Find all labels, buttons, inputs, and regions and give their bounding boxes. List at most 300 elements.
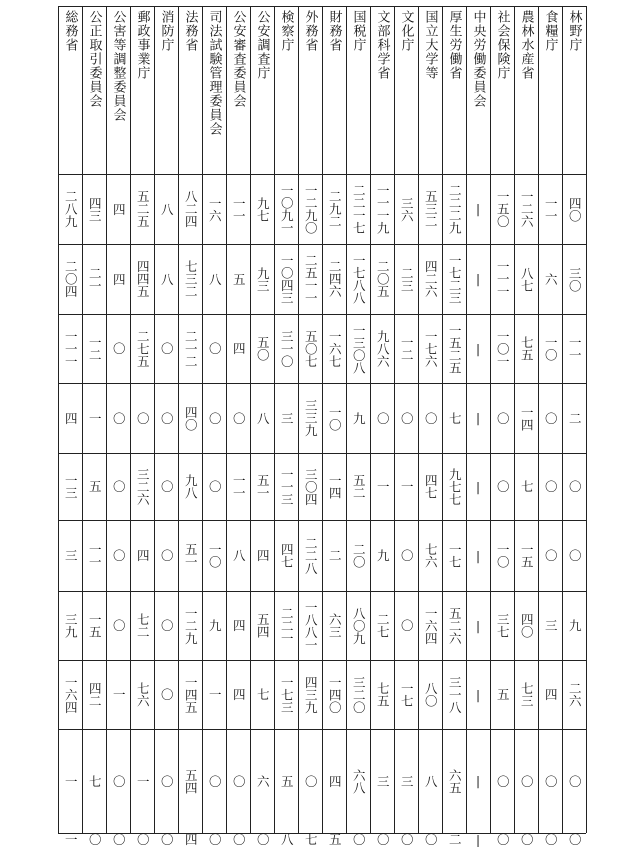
cell-value: 三〇四 xyxy=(303,467,319,506)
cell-value: 一五〇 xyxy=(495,190,511,228)
table-cell xyxy=(226,833,250,846)
table-cell xyxy=(130,244,154,314)
table-cell xyxy=(154,660,178,729)
cell-value: 一〇一 xyxy=(495,329,511,368)
cell-value: 一四 xyxy=(519,405,535,431)
cell-value: 四 xyxy=(231,342,247,355)
cell-value: 三二〇 xyxy=(351,675,367,714)
table-cell xyxy=(370,383,394,453)
cell-value: 〇 xyxy=(111,411,127,425)
table-cell xyxy=(298,314,322,383)
table-cell xyxy=(514,383,538,453)
cell-value: 一三 xyxy=(63,474,79,499)
table-cell xyxy=(298,591,322,660)
table-cell xyxy=(130,383,154,453)
cell-value: 七六 xyxy=(135,682,151,707)
table-cell xyxy=(562,453,586,520)
cell-value: 一〇 xyxy=(327,405,343,431)
cell-value: 〇 xyxy=(567,480,583,493)
table-cell xyxy=(250,174,274,244)
cell-value: 〇 xyxy=(399,619,415,632)
table-cell xyxy=(82,729,106,833)
cell-value: 一〇 xyxy=(543,336,559,361)
table-cell xyxy=(346,591,370,660)
cell-value: 〇 xyxy=(231,774,247,788)
statistics-table xyxy=(58,6,586,847)
cell-value: 一〇九一 xyxy=(279,184,295,234)
cell-value: 〇 xyxy=(111,480,127,493)
cell-value: 四 xyxy=(183,833,199,846)
cell-value: 七三 xyxy=(519,682,535,707)
table-cell xyxy=(250,729,274,833)
column-header-label: 食糧庁 xyxy=(542,10,558,52)
table-cell xyxy=(178,833,202,846)
cell-value: 〇 xyxy=(399,833,415,846)
column-header xyxy=(370,6,394,174)
cell-value: 六 xyxy=(543,272,559,286)
cell-value: 一七六 xyxy=(423,329,439,368)
cell-value: 七六 xyxy=(423,543,439,568)
cell-value: 八 xyxy=(207,272,223,286)
table-cell xyxy=(274,174,298,244)
cell-value: 〇 xyxy=(303,774,319,788)
cell-value: 二八九 xyxy=(63,190,79,228)
cell-value: 〇 xyxy=(543,549,559,562)
table-cell xyxy=(202,729,226,833)
table-cell xyxy=(346,314,370,383)
cell-value: 五一 xyxy=(255,474,271,499)
cell-value: 一二六 xyxy=(519,190,535,228)
table-cell xyxy=(250,520,274,591)
cell-value: 二六 xyxy=(567,682,583,707)
cell-value: 八 xyxy=(231,549,247,562)
table-cell xyxy=(178,453,202,520)
cell-value: 〇 xyxy=(207,480,223,493)
column-header-label: 検察庁 xyxy=(278,10,294,52)
cell-value: 四 xyxy=(255,549,271,562)
cell-value: 〇 xyxy=(423,833,439,846)
cell-value: 〇 xyxy=(375,833,391,846)
table-cell xyxy=(538,174,562,244)
cell-value: 五二五 xyxy=(135,190,151,228)
cell-value: 一一一 xyxy=(495,260,511,298)
table-cell xyxy=(58,383,82,453)
table-cell xyxy=(106,174,130,244)
cell-value: 〇 xyxy=(111,342,127,355)
table-cell xyxy=(130,314,154,383)
table-cell xyxy=(466,383,490,453)
cell-value: 〇 xyxy=(87,833,103,846)
table-cell xyxy=(514,833,538,846)
table-cell xyxy=(490,660,514,729)
column-header-label: 郵政事業庁 xyxy=(134,10,150,80)
table-cell xyxy=(418,520,442,591)
cell-value: 五二六 xyxy=(447,606,463,645)
cell-value: 一二 xyxy=(399,336,415,361)
table-cell xyxy=(418,660,442,729)
table-cell xyxy=(538,660,562,729)
cell-value: | xyxy=(471,687,485,702)
cell-value: 四 xyxy=(111,272,127,286)
table-cell xyxy=(490,729,514,833)
cell-value: 〇 xyxy=(111,833,127,846)
cell-value: 二九二 xyxy=(327,190,343,228)
table-cell xyxy=(58,453,82,520)
table-cell xyxy=(130,729,154,833)
cell-value: 二五一一 xyxy=(303,254,319,304)
cell-value: 四三九 xyxy=(303,675,319,714)
cell-value: 七 xyxy=(303,833,319,846)
table-cell xyxy=(130,591,154,660)
cell-value: 〇 xyxy=(159,411,175,425)
cell-value: 一七三 xyxy=(279,675,295,714)
table-cell xyxy=(490,520,514,591)
cell-value: 一一三 xyxy=(279,467,295,506)
table-cell xyxy=(346,660,370,729)
column-header-label: 総務省 xyxy=(62,10,78,52)
column-header xyxy=(394,6,418,174)
column-rule xyxy=(586,6,587,833)
column-header-label: 文化庁 xyxy=(398,10,414,52)
table-cell xyxy=(370,729,394,833)
table-cell xyxy=(202,244,226,314)
cell-value: 五三二 xyxy=(423,190,439,228)
cell-value: 一 xyxy=(399,480,415,493)
cell-value: 四 xyxy=(231,619,247,632)
table-cell xyxy=(418,591,442,660)
cell-value: 〇 xyxy=(159,833,175,846)
cell-value: 〇 xyxy=(159,342,175,355)
cell-value: 一八八一 xyxy=(303,600,319,651)
cell-value: 三三九 xyxy=(303,399,319,437)
table-cell xyxy=(538,729,562,833)
table-cell xyxy=(226,314,250,383)
cell-value: 〇 xyxy=(255,833,271,846)
table-cell xyxy=(514,729,538,833)
table-cell xyxy=(58,729,82,833)
table-cell xyxy=(58,520,82,591)
cell-value: 一四 xyxy=(327,474,343,499)
table-cell xyxy=(370,520,394,591)
column-header-label: 社会保険庁 xyxy=(494,10,510,80)
cell-value: 〇 xyxy=(567,833,583,846)
table-cell xyxy=(58,591,82,660)
cell-value: 五 xyxy=(327,833,343,846)
table-cell xyxy=(226,383,250,453)
table-cell xyxy=(466,453,490,520)
cell-value: 〇 xyxy=(135,833,151,846)
table-cell xyxy=(154,383,178,453)
cell-value: 八 xyxy=(423,774,439,788)
cell-value: 四 xyxy=(135,549,151,562)
table-cell xyxy=(226,660,250,729)
cell-value: 八七 xyxy=(519,266,535,292)
table-cell xyxy=(298,520,322,591)
cell-value: 一 xyxy=(63,833,79,846)
table-cell xyxy=(442,244,466,314)
table-cell xyxy=(394,383,418,453)
table-cell xyxy=(490,383,514,453)
table-cell xyxy=(58,660,82,729)
cell-value: 三九 xyxy=(63,613,79,638)
cell-value: 〇 xyxy=(111,774,127,788)
table-cell xyxy=(370,833,394,846)
table-cell xyxy=(394,520,418,591)
table-cell xyxy=(274,520,298,591)
cell-value: 一二九〇 xyxy=(303,184,319,234)
table-cell xyxy=(202,174,226,244)
table-cell xyxy=(106,729,130,833)
cell-value: 二 xyxy=(327,549,343,562)
cell-value: 七二 xyxy=(135,613,151,638)
column-header xyxy=(202,6,226,174)
table-cell xyxy=(250,244,274,314)
cell-value: 二一 xyxy=(87,266,103,292)
table-cell xyxy=(466,660,490,729)
cell-value: 〇 xyxy=(159,774,175,788)
table-cell xyxy=(394,244,418,314)
cell-value: 二二八 xyxy=(303,536,319,575)
cell-value: 一二 xyxy=(87,336,103,361)
cell-value: 六 xyxy=(255,774,271,788)
cell-value: 〇 xyxy=(399,549,415,562)
table-cell xyxy=(346,244,370,314)
cell-value: 〇 xyxy=(111,619,127,632)
cell-value: 一五二五 xyxy=(447,323,463,374)
cell-value: 〇 xyxy=(159,480,175,493)
table-cell xyxy=(202,453,226,520)
table-cell xyxy=(346,174,370,244)
cell-value: 九 xyxy=(567,619,583,632)
cell-value: | xyxy=(471,272,485,286)
table-cell xyxy=(562,314,586,383)
table-cell xyxy=(274,314,298,383)
table-cell xyxy=(274,383,298,453)
table-cell xyxy=(202,383,226,453)
table-cell xyxy=(154,729,178,833)
cell-value: 〇 xyxy=(543,774,559,788)
cell-value: 〇 xyxy=(495,480,511,493)
cell-value: 〇 xyxy=(231,833,247,846)
table-cell xyxy=(298,244,322,314)
table-cell xyxy=(562,174,586,244)
table-cell xyxy=(154,453,178,520)
table-cell xyxy=(466,244,490,314)
table-cell xyxy=(274,453,298,520)
cell-value: 一 xyxy=(207,688,223,701)
table-cell xyxy=(154,833,178,846)
cell-value: 一六四 xyxy=(423,606,439,645)
cell-value: 一 xyxy=(87,411,103,425)
table-cell xyxy=(250,383,274,453)
cell-value: | xyxy=(471,833,485,847)
column-header xyxy=(274,6,298,174)
cell-value: 〇 xyxy=(375,411,391,425)
cell-value: 五〇 xyxy=(255,336,271,361)
cell-value: 四二六 xyxy=(423,260,439,298)
table-cell xyxy=(442,591,466,660)
cell-value: 一七 xyxy=(447,543,463,568)
table-cell xyxy=(202,660,226,729)
table-cell xyxy=(154,591,178,660)
cell-value: 九 xyxy=(207,619,223,632)
cell-value: 六五 xyxy=(447,768,463,794)
cell-value: 八 xyxy=(159,272,175,286)
table-cell xyxy=(490,174,514,244)
cell-value: 八 xyxy=(279,833,295,846)
table-cell xyxy=(370,244,394,314)
column-header xyxy=(322,6,346,174)
cell-value: 一四〇 xyxy=(327,675,343,714)
cell-value: 七 xyxy=(87,774,103,788)
table-cell xyxy=(346,833,370,846)
cell-value: 二 xyxy=(447,833,463,846)
column-header xyxy=(490,6,514,174)
table-cell xyxy=(394,729,418,833)
column-header xyxy=(178,6,202,174)
cell-value: 二 xyxy=(567,411,583,425)
table-cell xyxy=(322,520,346,591)
column-header xyxy=(226,6,250,174)
table-cell xyxy=(466,591,490,660)
column-header-label: 国税庁 xyxy=(350,10,366,52)
cell-value: 一 xyxy=(375,480,391,493)
column-header-label: 厚生労働省 xyxy=(446,10,462,80)
cell-value: 五 xyxy=(87,480,103,493)
table-cell xyxy=(538,453,562,520)
table-cell xyxy=(250,453,274,520)
table-cell xyxy=(82,244,106,314)
table-cell xyxy=(226,591,250,660)
table-cell xyxy=(442,660,466,729)
table-cell xyxy=(154,174,178,244)
table-cell xyxy=(298,383,322,453)
column-header-label: 公安審査委員会 xyxy=(230,10,246,108)
table-cell xyxy=(106,833,130,846)
table-cell xyxy=(490,591,514,660)
table-cell xyxy=(202,833,226,846)
cell-value: 二〇四 xyxy=(63,260,79,298)
cell-value: 三七 xyxy=(495,613,511,638)
cell-value: 〇 xyxy=(495,774,511,788)
cell-value: 五〇七 xyxy=(303,329,319,368)
cell-value: 五 xyxy=(231,272,247,286)
table-cell xyxy=(418,729,442,833)
cell-value: 二二二九 xyxy=(447,184,463,234)
cell-value: 〇 xyxy=(207,342,223,355)
table-cell xyxy=(202,314,226,383)
table-cell xyxy=(106,453,130,520)
table-cell xyxy=(130,520,154,591)
table-cell xyxy=(346,729,370,833)
cell-value: 一四五 xyxy=(183,675,199,714)
cell-value: 三 xyxy=(279,411,295,425)
cell-value: 一〇四三 xyxy=(279,254,295,304)
cell-value: 〇 xyxy=(351,833,367,846)
cell-value: | xyxy=(471,618,485,633)
column-header-label: 公正取引委員会 xyxy=(86,10,102,108)
table-cell xyxy=(538,244,562,314)
cell-value: | xyxy=(471,548,485,563)
cell-value: 九八 xyxy=(183,474,199,499)
table-cell xyxy=(562,383,586,453)
table-cell xyxy=(538,314,562,383)
cell-value: 〇 xyxy=(159,549,175,562)
column-header xyxy=(154,6,178,174)
cell-value: 四〇 xyxy=(183,405,199,431)
cell-value: 〇 xyxy=(207,774,223,788)
cell-value: 四〇 xyxy=(519,613,535,638)
table-cell xyxy=(562,520,586,591)
table-cell xyxy=(322,729,346,833)
table-cell xyxy=(58,174,82,244)
table-cell xyxy=(82,453,106,520)
cell-value: 五二 xyxy=(351,474,367,499)
table-cell xyxy=(298,174,322,244)
column-header xyxy=(298,6,322,174)
cell-value: 三 xyxy=(63,549,79,562)
table-cell xyxy=(562,729,586,833)
column-header xyxy=(418,6,442,174)
cell-value: | xyxy=(471,202,485,216)
table-cell xyxy=(442,174,466,244)
cell-value: 七五 xyxy=(519,336,535,361)
table-cell xyxy=(250,314,274,383)
table-cell xyxy=(130,453,154,520)
table-cell xyxy=(154,520,178,591)
cell-value: 二二一七 xyxy=(351,184,367,234)
table-cell xyxy=(562,660,586,729)
table-cell xyxy=(106,383,130,453)
table-cell xyxy=(154,314,178,383)
table-cell xyxy=(178,244,202,314)
table-cell xyxy=(370,174,394,244)
table-cell xyxy=(274,591,298,660)
table-cell xyxy=(442,833,466,846)
table-cell xyxy=(466,174,490,244)
table-cell xyxy=(418,314,442,383)
cell-value: 一七八八 xyxy=(351,254,367,304)
column-header xyxy=(538,6,562,174)
column-header-label: 財務省 xyxy=(326,10,342,52)
cell-value: 八 xyxy=(255,411,271,425)
cell-value: 九七七 xyxy=(447,467,463,506)
table-cell xyxy=(178,383,202,453)
table-cell xyxy=(370,660,394,729)
cell-value: 四四五 xyxy=(135,260,151,298)
table-cell xyxy=(418,833,442,846)
table-cell xyxy=(82,833,106,846)
table-cell xyxy=(274,729,298,833)
table-cell xyxy=(250,591,274,660)
table-cell xyxy=(82,383,106,453)
table-cell xyxy=(490,833,514,846)
table-cell xyxy=(514,520,538,591)
cell-value: 〇 xyxy=(231,411,247,425)
cell-value: | xyxy=(471,341,485,356)
cell-value: 一一 xyxy=(231,474,247,499)
cell-value: 六八 xyxy=(351,768,367,794)
cell-value: 五 xyxy=(279,774,295,788)
table-cell xyxy=(250,660,274,729)
cell-value: 一六 xyxy=(207,196,223,222)
cell-value: 二七五 xyxy=(135,329,151,368)
table-cell xyxy=(58,244,82,314)
table-cell xyxy=(514,244,538,314)
cell-value: 一七 xyxy=(399,682,415,707)
cell-value: 〇 xyxy=(159,688,175,701)
cell-value: 一一 xyxy=(567,336,583,361)
